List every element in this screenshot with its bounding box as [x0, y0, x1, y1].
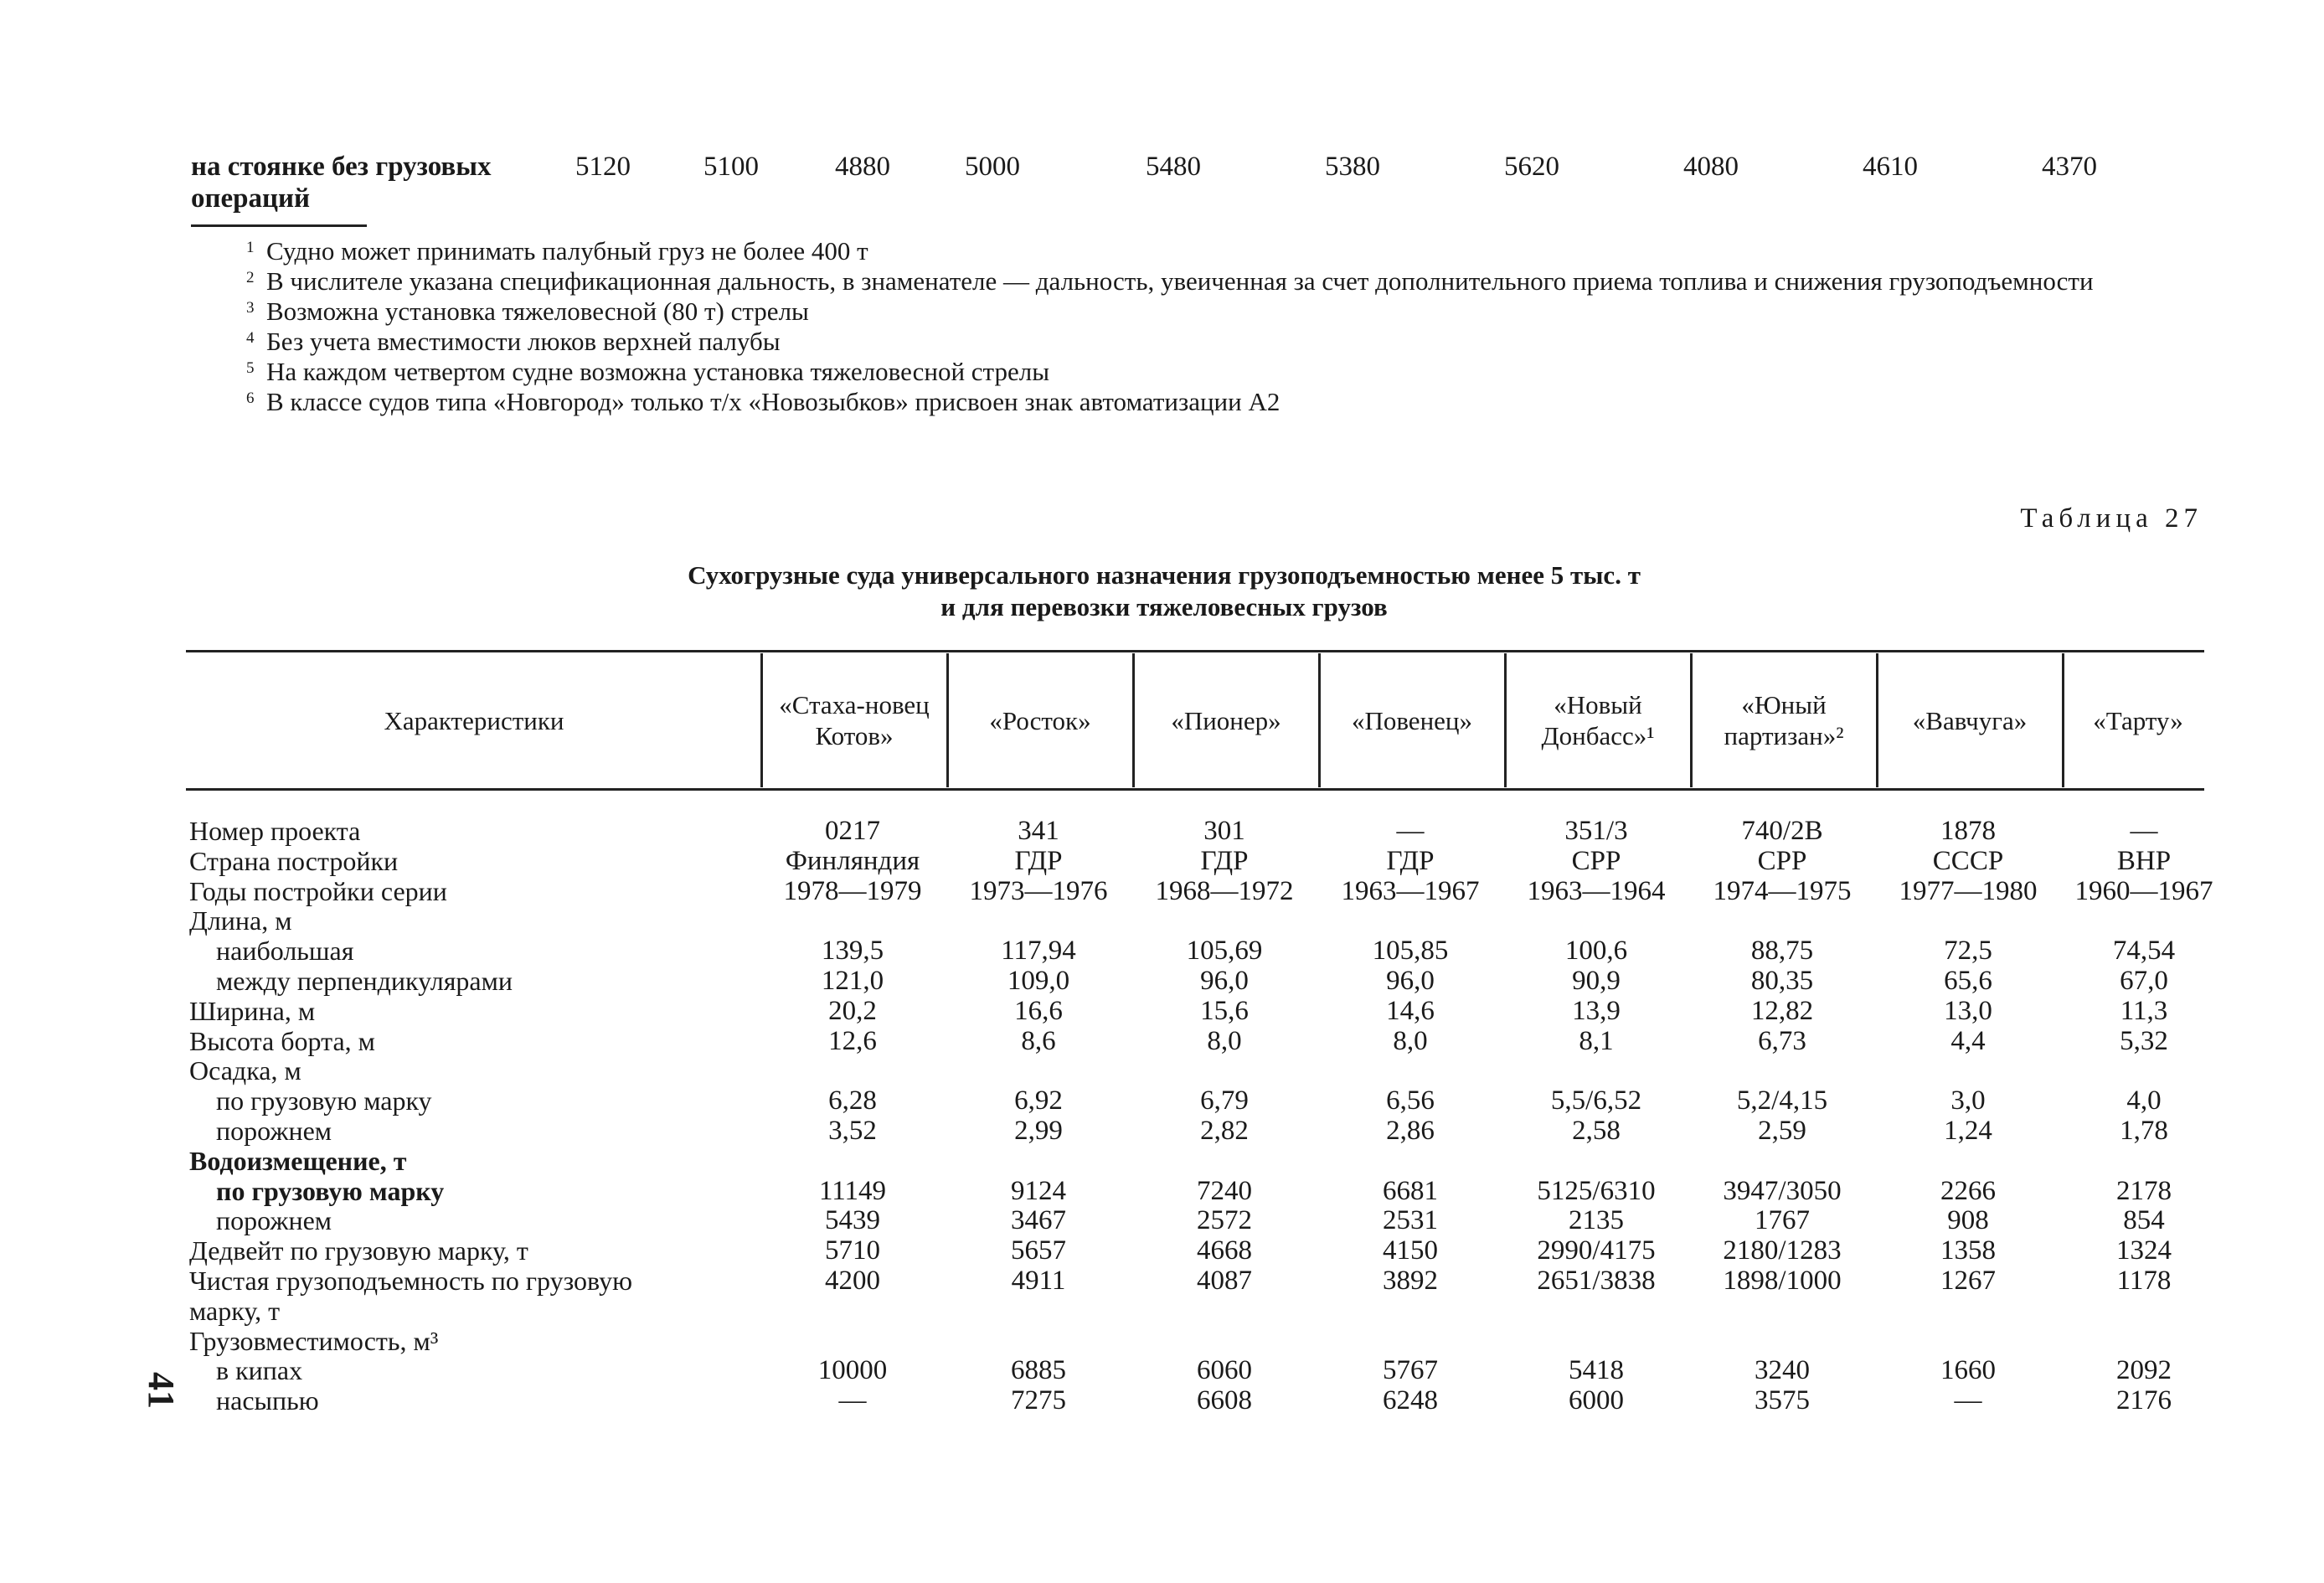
table-cell: 1963—1964 [1527, 875, 1666, 906]
table-cell: ГДР [1014, 845, 1063, 876]
continuation-value: 5100 [703, 152, 759, 182]
table-cell: 4668 [1197, 1235, 1252, 1266]
table-cell: 5767 [1383, 1355, 1438, 1386]
row-label: порожнем [216, 1205, 332, 1236]
column-divider [1504, 653, 1507, 787]
page-number: 41 [141, 1372, 182, 1409]
row-label: наибольшая [216, 936, 354, 967]
table-cell: 5418 [1569, 1355, 1624, 1386]
table-cell: — [1954, 1385, 1982, 1416]
row-label: между перпендикулярами [216, 966, 513, 996]
footnote [246, 327, 2218, 357]
table-cell: 341 [1018, 816, 1059, 846]
row-label: Годы постройки серии [189, 875, 447, 906]
table-cell: — [838, 1385, 867, 1416]
table-cell: 2135 [1569, 1205, 1624, 1236]
table-cell: 8,0 [1207, 1025, 1242, 1056]
table-cell: 6885 [1011, 1355, 1066, 1386]
table-cell: 88,75 [1750, 936, 1814, 967]
table-cell: 1178 [2116, 1266, 2172, 1296]
table-cell: 13,0 [1944, 995, 1992, 1026]
footnote-mark: 1 [246, 239, 255, 256]
table-cell: 6060 [1197, 1355, 1252, 1386]
table-cell: 1878 [1940, 816, 1996, 846]
footnote-mark: 2 [246, 269, 255, 286]
row-label: Длина, м [189, 905, 292, 936]
row-label: в кипах [216, 1355, 303, 1386]
table-cell: 6,56 [1386, 1085, 1435, 1116]
header-ship: «Стаха-новец Котов» [779, 690, 930, 750]
table-cell: 2,86 [1386, 1116, 1435, 1146]
continuation-label: на стоянке без грузовых операций [191, 152, 492, 214]
header-ship: «Пионер» [1171, 705, 1281, 735]
table-cell: 2572 [1197, 1205, 1252, 1236]
table-cell: СССР [1932, 845, 2004, 876]
table-cell: 1963—1967 [1341, 875, 1480, 906]
table-cell: 10000 [817, 1355, 888, 1386]
table-cell: 4087 [1197, 1266, 1252, 1296]
column-divider [1318, 653, 1321, 787]
continuation-value: 4080 [1683, 152, 1739, 182]
table-cell: 2176 [2116, 1385, 2172, 1416]
continuation-value: 5380 [1325, 152, 1380, 182]
table-cell: 74,54 [2112, 936, 2176, 967]
row-label: насыпью [216, 1385, 319, 1416]
table-cell: 2092 [2116, 1355, 2172, 1386]
row-label: Водоизмещение, т [189, 1145, 407, 1176]
table-cell: 100,6 [1564, 936, 1628, 967]
header-ship: «Повенец» [1351, 705, 1473, 735]
row-label: Номер проекта [189, 816, 361, 846]
footnote-mark: 6 [246, 389, 255, 407]
table-cell: 6,73 [1758, 1025, 1806, 1056]
table-cell: 1,24 [1944, 1116, 1992, 1146]
table-cell: 6608 [1197, 1385, 1252, 1416]
table-cell: 14,6 [1386, 995, 1435, 1026]
footnote-text: В числителе указана спецификационная дальность, в знаменателе — дальность, увеиченная за счет дополнительного приема топлива и снижения грузоподъемности [266, 266, 2094, 296]
table-cell: 1968—1972 [1155, 875, 1294, 906]
row-label: марку, т [189, 1295, 281, 1326]
table-cell: 1978—1979 [783, 875, 922, 906]
table-cell: 11,3 [2120, 995, 2168, 1026]
table-cell: СРР [1571, 845, 1621, 876]
table-cell: 121,0 [821, 966, 884, 996]
footnote-text: На каждом четвертом судне возможна установка тяжеловесной стрелы [266, 357, 1050, 386]
table-cell: 12,82 [1750, 995, 1814, 1026]
table-cell: 13,9 [1572, 995, 1621, 1026]
table-cell: 2990/4175 [1537, 1235, 1656, 1266]
table-cell: 5,32 [2120, 1025, 2168, 1056]
column-divider [1690, 653, 1693, 787]
table-title-line: Сухогрузные суда универсального назначения грузоподъемностью менее 5 тыс. т [688, 560, 1641, 590]
table-cell: 7275 [1011, 1385, 1066, 1416]
table-cell: ГДР [1200, 845, 1249, 876]
footnote [246, 296, 2218, 327]
table-cell: 20,2 [828, 995, 877, 1026]
table-cell: 5125/6310 [1537, 1175, 1656, 1206]
footnote [246, 236, 2218, 266]
table-cell: 96,0 [1200, 966, 1249, 996]
table-cell: 1267 [1940, 1266, 1996, 1296]
table-cell: 3,0 [1950, 1085, 1986, 1116]
table-cell: 16,6 [1014, 995, 1063, 1026]
table-header-rule [186, 788, 2204, 791]
table-cell: 4911 [1011, 1266, 1066, 1296]
row-label: Страна постройки [189, 845, 399, 876]
table-cell: 1960—1967 [2074, 875, 2213, 906]
footnote-text: В классе судов типа «Новгород» только т/х «Новозыбков» присвоен знак автоматизации А2 [266, 387, 1281, 416]
table-cell: 6,92 [1014, 1085, 1063, 1116]
table-cell: 65,6 [1944, 966, 1992, 996]
row-label: Осадка, м [189, 1055, 301, 1086]
table-cell: — [1396, 816, 1425, 846]
table-title-line: и для перевозки тяжеловесных грузов [940, 592, 1388, 621]
footnote-text: Возможна установка тяжеловесной (80 т) стрелы [266, 296, 809, 326]
row-label: Высота борта, м [189, 1025, 375, 1056]
table-cell: 7240 [1197, 1175, 1252, 1206]
table-cell: 6681 [1383, 1175, 1438, 1206]
table-cell: 4150 [1383, 1235, 1438, 1266]
row-label: порожнем [216, 1116, 332, 1146]
table-cell: 5657 [1011, 1235, 1066, 1266]
continuation-value: 5000 [965, 152, 1020, 182]
table-cell: 72,5 [1944, 936, 1992, 967]
table-cell: 139,5 [821, 936, 884, 967]
column-divider [2062, 653, 2064, 787]
column-divider [1132, 653, 1135, 787]
table-cell: 2,82 [1200, 1116, 1249, 1146]
table-cell: 351/3 [1564, 816, 1628, 846]
table-title [502, 559, 1826, 623]
header-ship: «Новый Донбасс»¹ [1541, 690, 1655, 750]
header-characteristics: Характеристики [384, 705, 564, 735]
column-divider [760, 653, 763, 787]
table-number: Таблица 27 [2020, 503, 2203, 534]
table-cell: 2531 [1383, 1205, 1438, 1236]
table-cell: 6000 [1569, 1385, 1624, 1416]
table-cell: 0217 [825, 816, 880, 846]
continuation-value: 5620 [1504, 152, 1559, 182]
table-cell: 117,94 [1001, 936, 1076, 967]
footnote-mark: 4 [246, 329, 255, 347]
table-cell: 4,0 [2126, 1085, 2162, 1116]
table-cell: 1358 [1940, 1235, 1996, 1266]
row-label: Чистая грузоподъемность по грузовую [189, 1266, 632, 1296]
table-cell: 3,52 [828, 1116, 877, 1146]
table-cell: 3892 [1383, 1266, 1438, 1296]
footnotes [246, 236, 2218, 417]
table-cell: 109,0 [1007, 966, 1070, 996]
table-cell: 2180/1283 [1723, 1235, 1842, 1266]
table-cell: 1324 [2116, 1235, 2172, 1266]
table-cell: 8,1 [1579, 1025, 1614, 1056]
footnote-mark: 3 [246, 299, 255, 317]
table-cell: Финляндия [785, 845, 920, 876]
footnote-text: Судно может принимать палубный груз не более 400 т [266, 236, 868, 266]
table-cell: 740/2В [1741, 816, 1823, 846]
table-cell: 1767 [1755, 1205, 1810, 1236]
footnote [246, 266, 2218, 296]
table-cell: 15,6 [1200, 995, 1249, 1026]
table-cell: 105,85 [1372, 936, 1449, 967]
table-cell: 301 [1203, 816, 1245, 846]
table-cell: 2651/3838 [1537, 1266, 1656, 1296]
continuation-row [191, 151, 2201, 218]
table-cell: 2178 [2116, 1175, 2172, 1206]
table-cell: 80,35 [1750, 966, 1814, 996]
table-cell: ВНР [2116, 845, 2172, 876]
row-label: Ширина, м [189, 995, 316, 1026]
continuation-value: 5120 [575, 152, 631, 182]
continuation-value: 4610 [1863, 152, 1918, 182]
table-cell: 4200 [825, 1266, 880, 1296]
table-cell: 1974—1975 [1713, 875, 1852, 906]
table-cell: 6,28 [828, 1085, 877, 1116]
table-cell: 1,78 [2120, 1116, 2168, 1146]
footnote-mark: 5 [246, 359, 255, 377]
row-label: Грузовместимость, м³ [189, 1325, 439, 1356]
continuation-value: 4370 [2042, 152, 2097, 182]
header-ship: «Вавчуга» [1912, 705, 2028, 735]
header-ship: «Тарту» [2093, 705, 2183, 735]
column-divider [1876, 653, 1878, 787]
table-cell: 9124 [1011, 1175, 1066, 1206]
table-cell: 3467 [1011, 1205, 1066, 1236]
footnote-divider [191, 224, 367, 227]
header-ship: «Юный партизан»² [1724, 690, 1844, 750]
table-cell: 105,69 [1186, 936, 1263, 967]
table-cell: 4,4 [1950, 1025, 1986, 1056]
header-ship: «Росток» [989, 705, 1091, 735]
table-cell: 12,6 [828, 1025, 877, 1056]
continuation-value: 5480 [1146, 152, 1201, 182]
table-cell: 2,59 [1758, 1116, 1806, 1146]
table-top-rule [186, 650, 2204, 652]
table-cell: 11149 [818, 1175, 887, 1206]
column-divider [946, 653, 949, 787]
table-cell: 90,9 [1572, 966, 1621, 996]
table-cell: 2266 [1940, 1175, 1996, 1206]
table-cell: 1660 [1940, 1355, 1996, 1386]
table-cell: 96,0 [1386, 966, 1435, 996]
table-cell: 1977—1980 [1899, 875, 2038, 906]
footnote-text: Без учета вместимости люков верхней палубы [266, 327, 781, 356]
row-label: Дедвейт по грузовую марку, т [189, 1235, 528, 1266]
table-cell: 8,0 [1393, 1025, 1428, 1056]
table-cell: 2,99 [1014, 1116, 1063, 1146]
table-cell: — [2130, 816, 2158, 846]
table-cell: 3240 [1755, 1355, 1810, 1386]
table-cell: 5,2/4,15 [1736, 1085, 1828, 1116]
table-cell: 6248 [1383, 1385, 1438, 1416]
footnote [246, 387, 2218, 417]
table-cell: 2,58 [1572, 1116, 1621, 1146]
table-cell: 854 [2123, 1205, 2165, 1236]
table-cell: 67,0 [2120, 966, 2168, 996]
table-cell: СРР [1757, 845, 1807, 876]
table-cell: ГДР [1386, 845, 1435, 876]
continuation-value: 4880 [835, 152, 890, 182]
table-cell: 3575 [1755, 1385, 1810, 1416]
table-cell: 5439 [825, 1205, 880, 1236]
row-label: по грузовую марку [216, 1175, 445, 1206]
table-cell: 1898/1000 [1723, 1266, 1842, 1296]
table-cell: 908 [1947, 1205, 1989, 1236]
row-label: по грузовую марку [216, 1085, 432, 1116]
table-cell: 6,79 [1200, 1085, 1249, 1116]
table-cell: 5,5/6,52 [1550, 1085, 1642, 1116]
table-cell: 8,6 [1021, 1025, 1056, 1056]
table-cell: 1973—1976 [969, 875, 1108, 906]
footnote [246, 357, 2218, 387]
table-cell: 5710 [825, 1235, 880, 1266]
table-cell: 3947/3050 [1723, 1175, 1842, 1206]
